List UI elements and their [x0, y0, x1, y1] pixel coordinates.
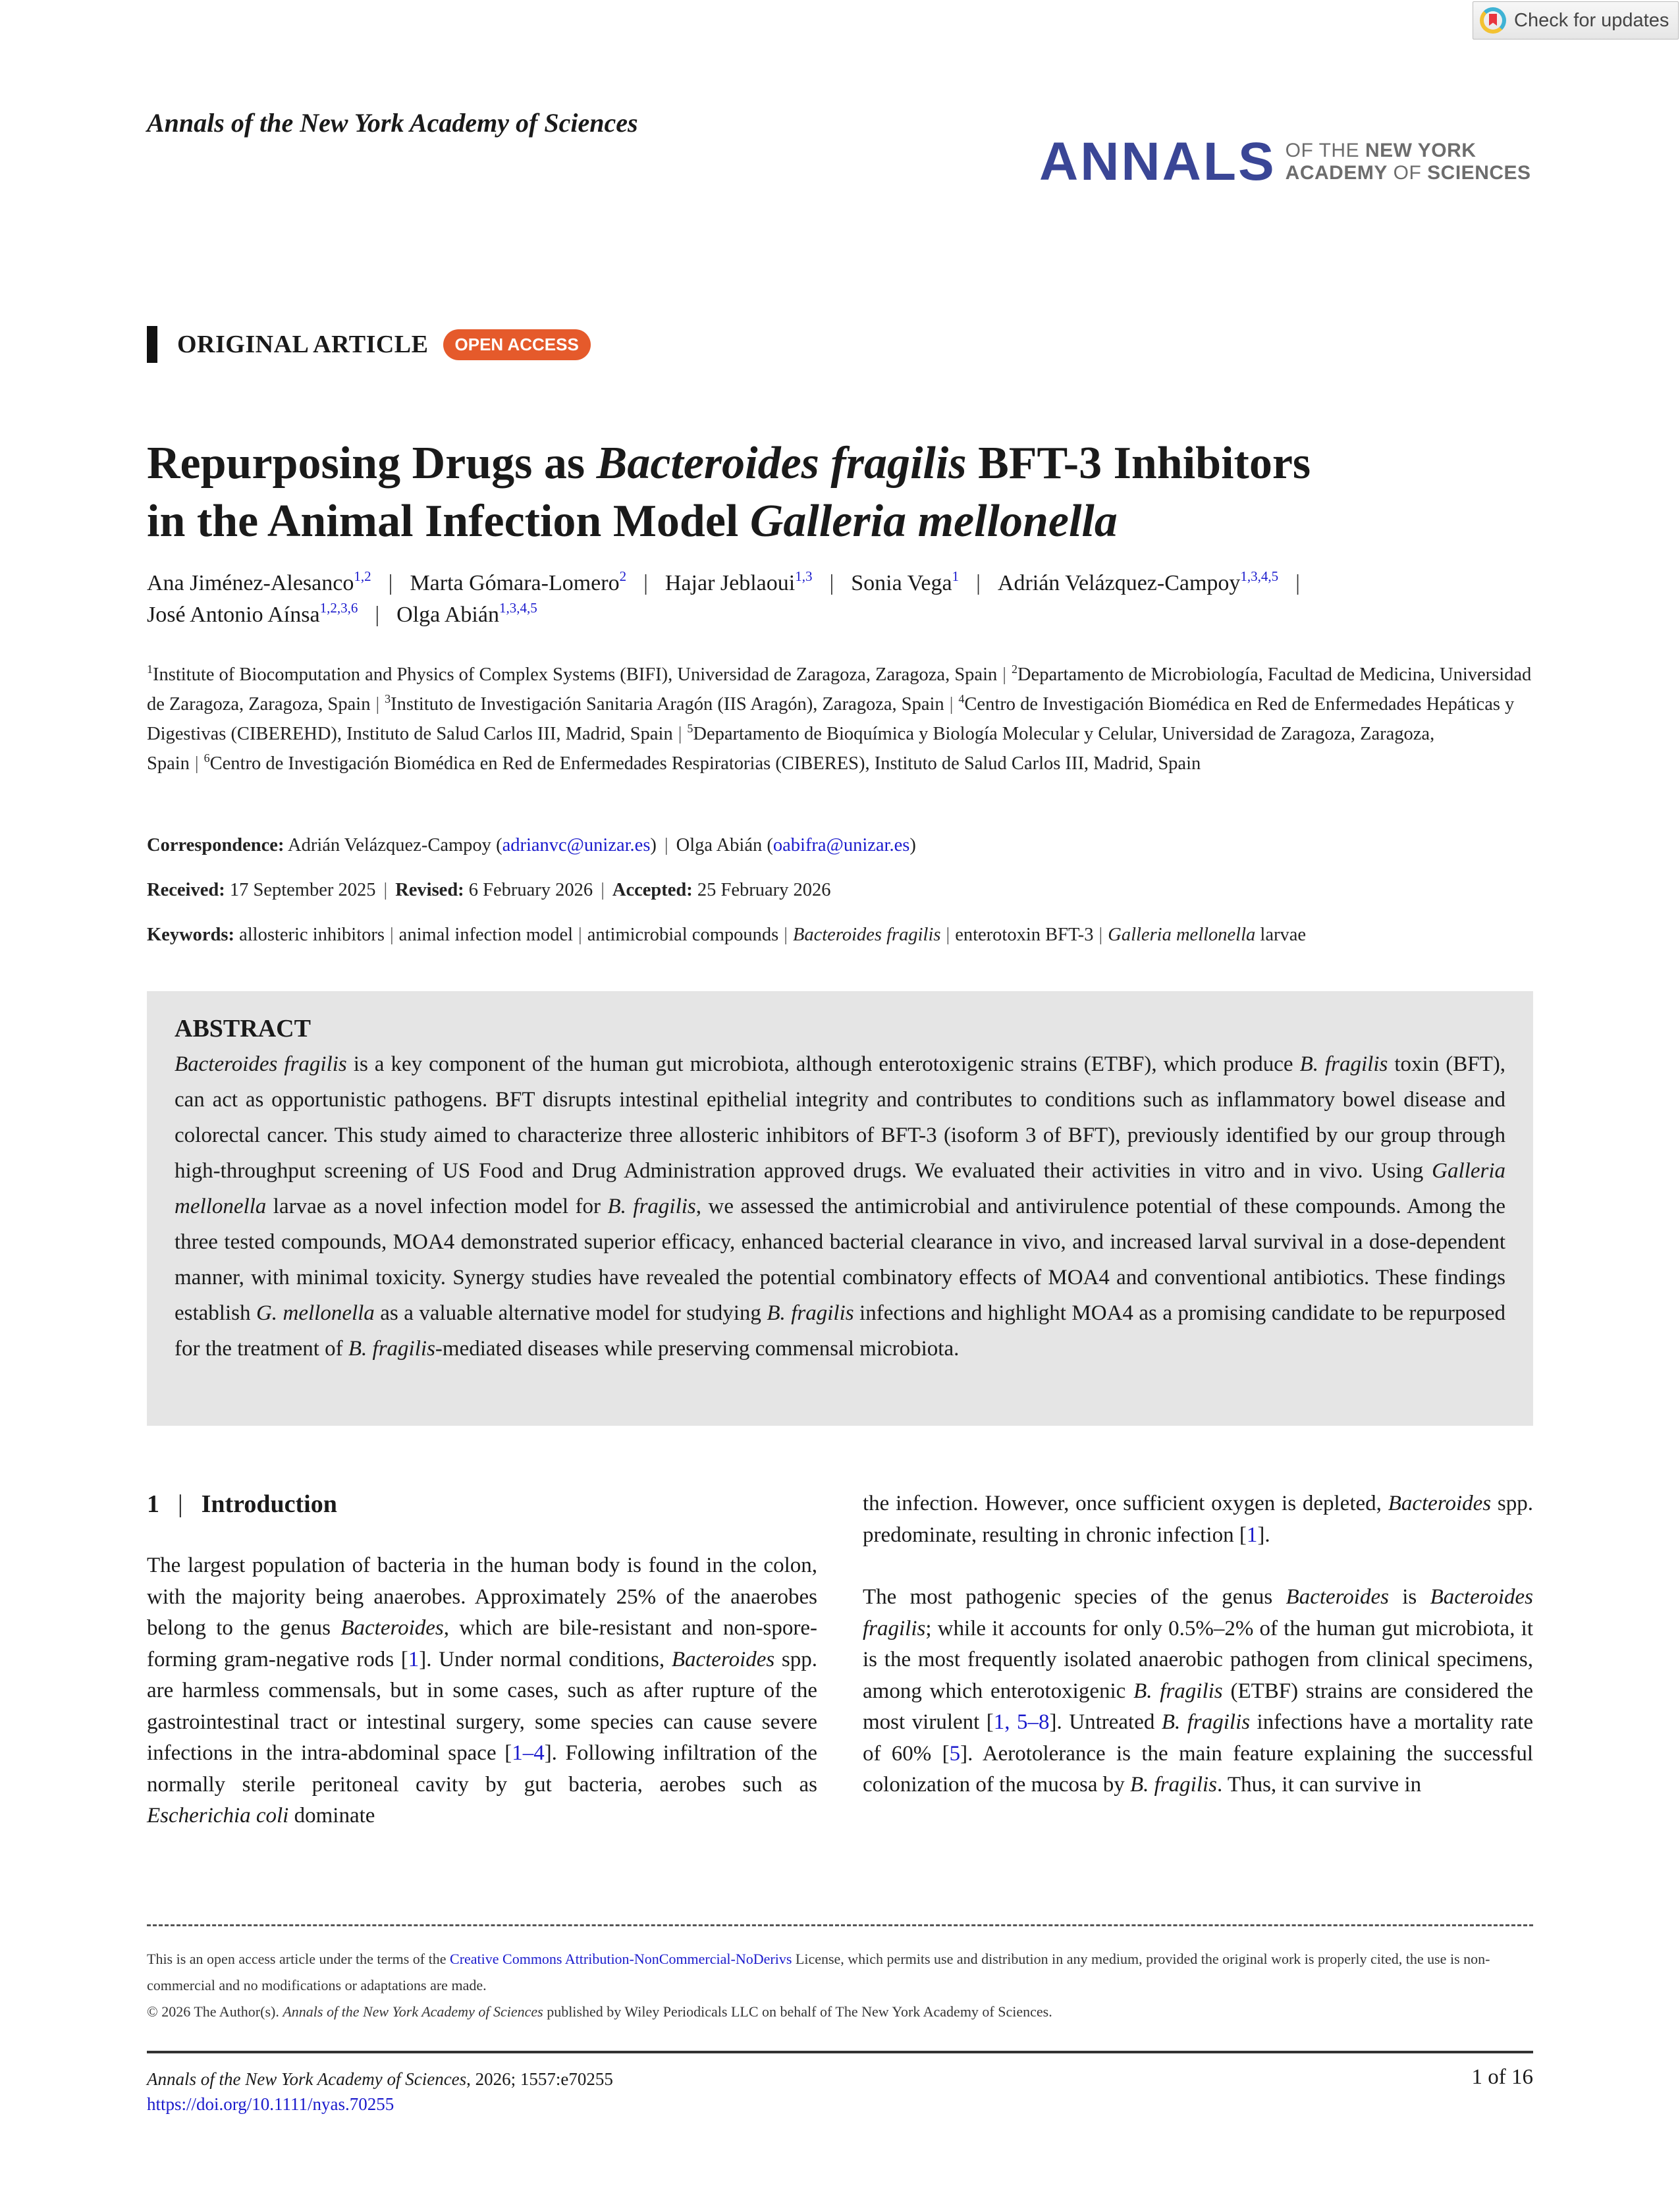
- author-list: Ana Jiménez-Alesanco$^{1,2}$ | Marta Gómara-Lomero$^2$ | Hajar Jeblaoui$^{1,3}$ | Sonia Vega$^1$ | Adrián Velázquez-Campoy$^{1,3,4,5}$ | José Antonio Aínsa$^{1,2,3,6}$ | Olga Abián$^{1,3,4,5}$: [147, 568, 1300, 627]
- license-link[interactable]: Creative Commons Attribution-NonCommercial-NoDerivs: [450, 1951, 792, 1967]
- citation-link[interactable]: 1: [1246, 1523, 1258, 1547]
- revised-date: 6 February 2026: [468, 880, 593, 900]
- keyword: antimicrobial compounds: [587, 925, 779, 945]
- check-for-updates-button[interactable]: [1473, 1, 1679, 40]
- correspondence: Correspondence: Adrián Velázquez-Campoy (adrianvc@unizar.es) | Olga Abián (oabifra@unizar.es): [147, 835, 916, 855]
- logo-annals: ANNALS: [1039, 132, 1276, 192]
- citation-link[interactable]: 1–4: [512, 1741, 545, 1765]
- footer-citation: Annals of the New York Academy of Sciences, 2026; 1557:e70255 https://doi.org/10.1111/nyas.70255: [147, 2069, 613, 2114]
- abstract-heading: ABSTRACT: [175, 1015, 311, 1042]
- affiliations: $^1$Institute of Biocomputation and Physics of Complex Systems (BIFI), Universidad de Zaragoza, Zaragoza, Spain | $^2$Departamento de Microbiología, Facultad de Medicina, Universidad de Zaragoza, Zaragoza, Spain | $^3$Instituto de Investigación Sanitaria Aragón (IIS Aragón), Zaragoza, Spain | $^4$Centro de Investigación Biomédica en Red de Enfermedades Hepáticas y Digestivas (CIBEREHD), Instituto de Salud Carlos III, Madrid, Spain | $^5$Departamento de Bioquímica y Biología Molecular y Celular, Universidad de Zaragoza, Zaragoza, Spain | $^6$Centro de Investigación Biomédica en Red de Enfermedades Respiratorias (CIBERES), Instituto de Salud Carlos III, Madrid, Spain: [147, 663, 1532, 774]
- author: Adrián Velázquez-Campoy$^{1,3,4,5}$: [997, 568, 1279, 595]
- author-affiliation-ref[interactable]: 1,3: [795, 568, 813, 584]
- author: Olga Abián$^{1,3,4,5}$: [396, 600, 537, 627]
- author-affiliation-ref[interactable]: 1,3,4,5: [499, 600, 537, 616]
- keyword: Bacteroides fragilis: [792, 925, 941, 945]
- citation-link[interactable]: 5: [949, 1741, 961, 1766]
- author-affiliation-ref[interactable]: 1,2,3,6: [319, 600, 358, 616]
- check-for-updates-label: Check for updates: [1514, 9, 1669, 31]
- author-affiliation-ref[interactable]: 1,2: [354, 568, 371, 584]
- affiliation: $^6$Centro de Investigación Biomédica en Red de Enfermedades Respiratorias (CIBERES), Instituto de Salud Carlos III, Madrid, Spain: [203, 751, 1201, 774]
- keyword: Galleria mellonella larvae: [1108, 925, 1307, 945]
- body-paragraph: the infection. However, once sufficient oxygen is depleted, Bacteroides spp. predominate, resulting in chronic infection [1].: [863, 1492, 1534, 1547]
- open-access-badge: OPEN ACCESS: [443, 329, 591, 360]
- keyword: enterotoxin BFT-3: [955, 925, 1094, 945]
- citation-link[interactable]: 1: [408, 1647, 420, 1671]
- article-dates: Received: 17 September 2025 | Revised: 6 February 2026 | Accepted: 25 February 2026: [147, 880, 831, 900]
- article-type-bar: [147, 326, 157, 363]
- citation-link[interactable]: 1, 5–8: [993, 1710, 1050, 1734]
- email-link-2[interactable]: oabifra@unizar.es: [772, 835, 910, 855]
- keyword: animal infection model: [398, 925, 574, 945]
- author: Marta Gómara-Lomero$^2$: [410, 568, 627, 595]
- email-link-1[interactable]: adrianvc@unizar.es: [502, 835, 651, 855]
- affiliation: $^2$Departamento de Microbiología, Facultad de Medicina, Universidad de Zaragoza, Zaragoza, Spain: [147, 663, 1532, 715]
- author: Ana Jiménez-Alesanco$^{1,2}$: [147, 568, 371, 595]
- keywords: Keywords: allosteric inhibitors | animal infection model | antimicrobial compounds | Bacteroides fragilis | enterotoxin BFT-3 | Galleria mellonella larvae: [147, 925, 1307, 945]
- author-affiliation-ref[interactable]: 1,3,4,5: [1240, 568, 1279, 584]
- author-affiliation-ref[interactable]: 1: [952, 568, 960, 584]
- accepted-date: 25 February 2026: [697, 880, 831, 900]
- author: Sonia Vega$^1$: [851, 568, 960, 595]
- author: José Antonio Aínsa$^{1,2,3,6}$: [147, 600, 358, 627]
- footer-dashed-divider: [147, 1924, 1533, 1926]
- page-number: 1 of 16: [1471, 2065, 1533, 2089]
- body-paragraph: The largest population of bacteria in the human body is found in the colon, with the majority being anaerobes. Approximately 25% of the anaerobes belong to the genus Bacteroides, which are bile-resistant and non-spore-forming gram-negative rods [1]. Under normal conditions, Bacteroides spp. are harmless commensals, but in some cases, such as after rupture of the gastrointestinal tract or intestinal surgery, some species can cause severe infections in the intra-abdominal space [1–4]. Following infiltration of the normally sterile peritoneal cavity by gut bacteria, aerobes such as Escherichia coli dominate: [147, 1554, 817, 1828]
- article-type-label: ORIGINAL ARTICLE: [177, 331, 429, 358]
- running-journal-title: Annals of the New York Academy of Sciences: [147, 108, 638, 138]
- body-column-right: [863, 1488, 1533, 1832]
- keyword: allosteric inhibitors: [239, 925, 385, 945]
- body-column-left: [147, 1488, 817, 1863]
- abstract-box: [147, 991, 1533, 1426]
- license-notice: This is an open access article under the terms of the Creative Commons Attribution-NonCommercial-NoDerivs License, which permits use and distribution in any medium, provided the original work is properly cited, the use is non-commercial and no modifications or adaptations are made. © 2026 The Author(s). Annals of the New York Academy of Sciences published by Wiley Periodicals LLC on behalf of The New York Academy of Sciences.: [147, 1951, 1490, 2020]
- abstract-text: Bacteroides fragilis is a key component of the human gut microbiota, although enterotoxigenic strains (ETBF), which produce B. fragilis toxin (BFT), can act as opportunistic pathogens. BFT disrupts intestinal epithelial integrity and contributes to conditions such as inflammatory bowel disease and colorectal cancer. This study aimed to characterize three allosteric inhibitors of BFT-3 (isoform 3 of BFT), previously identified by our group through high-throughput screening of US Food and Drug Administration approved drugs. We evaluated their activities in vitro and in vivo. Using Galleria mellonella larvae as a novel infection model for B. fragilis, we assessed the antimicrobial and antivirulence potential of these compounds. Among the three tested compounds, MOA4 demonstrated superior efficacy, enhanced bacterial clearance in vivo, and increased larval survival in a dose-dependent manner, with minimal toxicity. Synergy studies have revealed the potential combinatory effects of MOA4 and conventional antibiotics. These findings establish G. mellonella as a valuable alternative model for studying B. fragilis infections and highlight MOA4 as a promising candidate to be repurposed for the treatment of B. fragilis-mediated diseases while preserving commensal microbiota.: [175, 1052, 1505, 1361]
- affiliation: $^4$Centro de Investigación Biomédica en Red de Enfermedades Hepáticas y Digestivas (CIBEREHD), Instituto de Salud Carlos III, Madrid, Spain: [147, 692, 1515, 744]
- author: Hajar Jeblaoui$^{1,3}$: [664, 568, 813, 595]
- author-affiliation-ref[interactable]: 2: [619, 568, 627, 584]
- affiliation: $^1$Institute of Biocomputation and Physics of Complex Systems (BIFI), Universidad de Zaragoza, Zaragoza, Spain: [147, 663, 998, 685]
- crossmark-icon: [1480, 7, 1506, 34]
- journal-logo: [1039, 132, 1531, 192]
- footer-rule: [147, 2051, 1533, 2053]
- section-heading: 1 | Introduction: [147, 1490, 337, 1518]
- affiliation: $^3$Instituto de Investigación Sanitaria Aragón (IIS Aragón), Zaragoza, Spain: [385, 692, 944, 715]
- article-title: Repurposing Drugs as Bacteroides fragilis BFT-3 Inhibitors in the Animal Infection Model Galleria mellonella: [147, 438, 1311, 547]
- doi-link[interactable]: https://doi.org/10.1111/nyas.70255: [147, 2094, 394, 2114]
- received-date: 17 September 2025: [229, 880, 376, 900]
- affiliation: $^5$Departamento de Bioquímica y Biología Molecular y Celular, Universidad de Zaragoza, Zaragoza, Spain: [147, 722, 1435, 774]
- article-type: [147, 326, 591, 363]
- logo-subtitle: OF THE NEW YORK ACADEMY OF SCIENCES: [1285, 139, 1531, 184]
- body-paragraph: The most pathogenic species of the genus Bacteroides is Bacteroides fragilis; while it accounts for only 0.5%–2% of the human gut microbiota, it is the most frequently isolated anaerobic pathogen from clinical specimens, among which enterotoxigenic B. fragilis (ETBF) strains are considered the most virulent [1, 5–8]. Untreated B. fragilis infections have a mortality rate of 60% [5]. Aerotolerance is the main feature explaining the successful colonization of the mucosa by B. fragilis. Thus, it can survive in: [863, 1585, 1533, 1797]
